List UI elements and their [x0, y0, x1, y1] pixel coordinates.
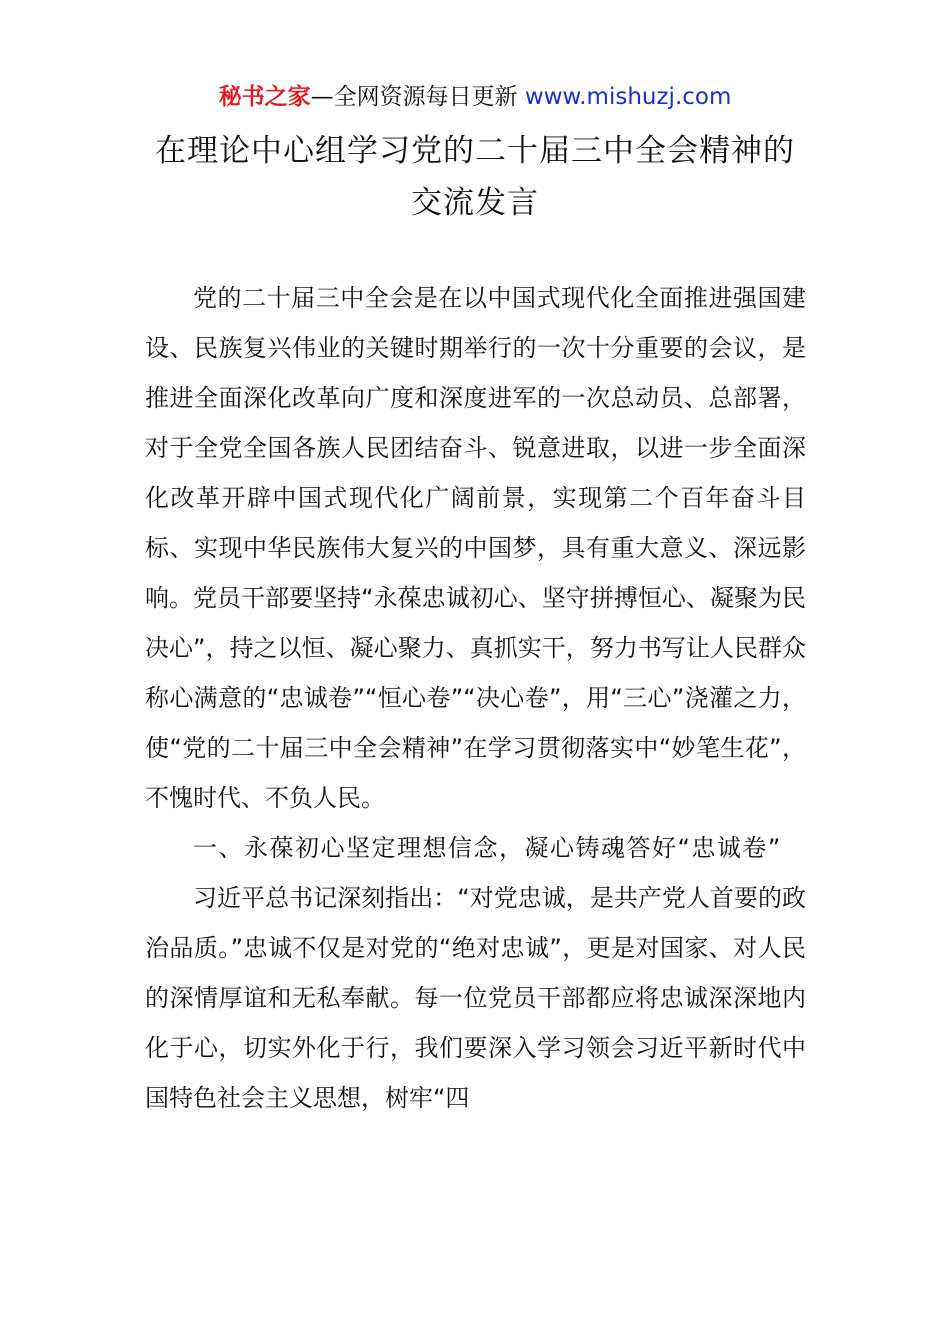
document-body — [145, 273, 806, 1123]
site-tagline: —全网资源每日更新 — [310, 84, 518, 110]
site-url-link[interactable]: www.mishuzj.com — [524, 84, 732, 110]
document-title — [0, 125, 950, 229]
title-line-1: 在理论中心组学习党的二十届三中全会精神的 — [155, 133, 795, 169]
paragraph-intro: 党的二十届三中全会是在以中国式现代化全面推进强国建设、民族复兴伟业的关键时期举行的一次十分重要的会议，是推进全面深化改革向广度和深度进军的一次总动员、总部署，对于全党全国各族人民团结奋斗、锐意进取，以进一步全面深化改革开辟中国式现代化广阔前景，实现第二个百年奋斗目标、实现中华民族伟大复兴的中国梦，具有重大意义、深远影响。党员干部要坚持“永葆忠诚初心、坚守拼搏恒心、凝聚为民决心”，持之以恒、凝心聚力、真抓实干，努力书写让人民群众称心满意的“忠诚卷”“恒心卷”“决心卷”，用“三心”浇灌之力，使“党的二十届三中全会精神”在学习贯彻落实中“妙笔生花”，不愧时代、不负人民。 — [145, 284, 806, 812]
section-heading-1: 一、永葆初心坚定理想信念，凝心铸魂答好“忠诚卷” — [193, 834, 782, 862]
site-header — [0, 82, 950, 112]
site-brand: 秘书之家 — [218, 84, 311, 110]
paragraph-section-1: 习近平总书记深刻指出：“对党忠诚，是共产党人首要的政治品质。”忠诚不仅是对党的“绝对忠诚”，更是对国家、对人民的深情厚谊和无私奉献。每一位党员干部都应将忠诚深深地内化于心，切实外化于行，我们要深入学习领会习近平新时代中国特色社会主义思想，树牢“四 — [145, 884, 806, 1112]
title-line-2: 交流发言 — [411, 185, 539, 221]
